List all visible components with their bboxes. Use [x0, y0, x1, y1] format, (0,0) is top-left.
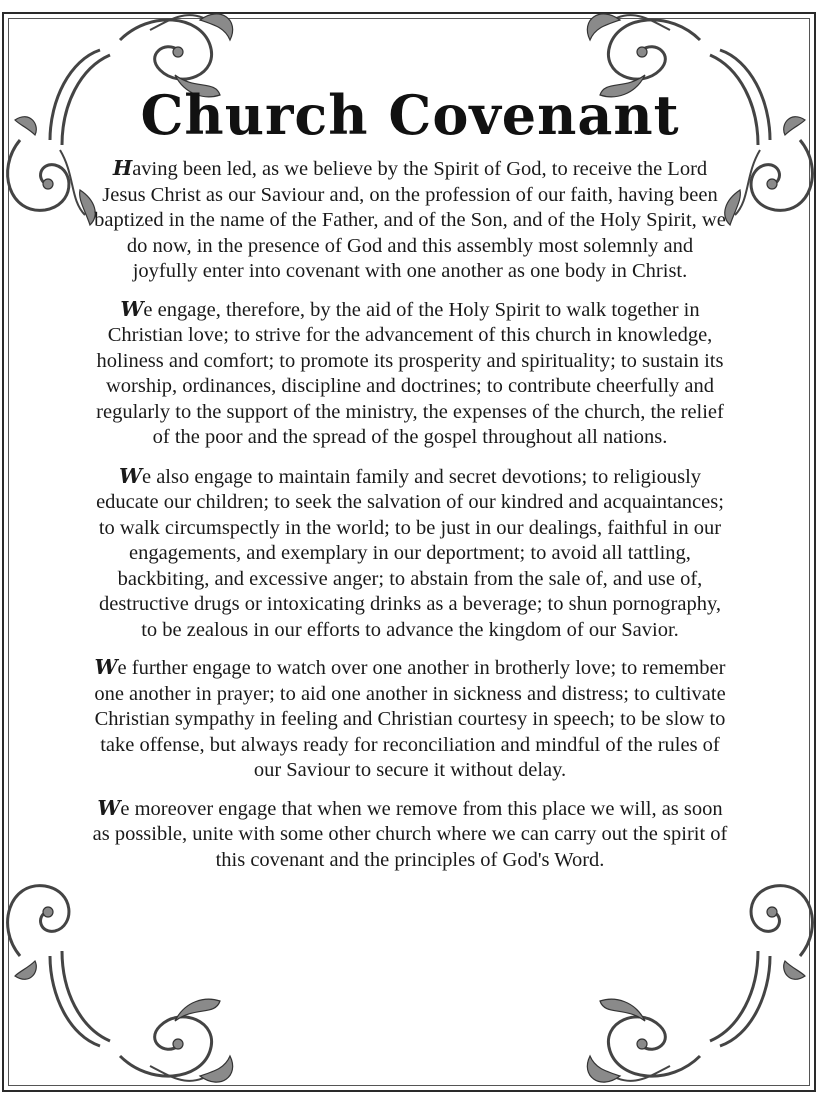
- paragraph-text: e also engage to maintain family and secret devotions; to religiously educate our children; to seek the salvation of our kindred and acquaintances; to walk circumspectly in the world; to be just in our dealings, faithful in our engagements, and exemplary in our deportment; to avoid all tattling, backbiting, and excessive anger; to abstain from the sale of, and use of, destructive drugs or intoxicating drinks as a beverage; to shun pornography, to be zealous in our efforts to advance the kingdom of our Savior.: [96, 465, 724, 641]
- paragraph-text: e further engage to watch over one another in brotherly love; to remember one another in prayer; to aid one another in sickness and distress; to cultivate Christian sympathy in feeling and Christian courtesy in speech; to be slow to take offense, but always ready for reconciliation and mindful of the rules of our Saviour to secure it without delay.: [94, 657, 726, 781]
- covenant-body: [92, 156, 728, 885]
- drop-initial: W: [118, 463, 142, 488]
- drop-initial: H: [112, 156, 133, 180]
- corner-scroll-ornament-bottom-left: [0, 866, 250, 1096]
- drop-initial: W: [120, 296, 144, 321]
- paragraph-2: [92, 297, 728, 451]
- drop-initial: W: [94, 655, 118, 679]
- paragraph-5: [92, 796, 728, 874]
- paragraph-3: [92, 464, 728, 644]
- paragraph-1: [92, 156, 728, 285]
- paragraph-text: aving been led, as we believe by the Spirit of God, to receive the Lord Jesus Christ as our Saviour and, on the profession of our faith, having been baptized in the name of the Father, and of the Son, and of the Holy Spirit, we do now, in the presence of God and this assembly most solemnly and joyfully enter into covenant with one another as one body in Christ.: [94, 158, 726, 282]
- paragraph-4: [92, 655, 728, 784]
- corner-scroll-ornament-bottom-right: [570, 866, 820, 1096]
- document-title: Church Covenant: [140, 83, 680, 148]
- paragraph-text: e moreover engage that when we remove from this place we will, as soon as possible, unite with some other church where we can carry out the spirit of this covenant and the principles of God's Word.: [92, 797, 728, 871]
- drop-initial: W: [97, 795, 121, 820]
- paragraph-text: e engage, therefore, by the aid of the Holy Spirit to walk together in Christian love; to strive for the advancement of this church in knowledge, holiness and comfort; to promote its prosperity and spirituality; to sustain its worship, ordinances, discipline and doctrines; to contribute cheerfully and regularly to the support of the ministry, the expenses of the church, the relief of the poor and the spread of the gospel throughout all nations.: [96, 298, 724, 448]
